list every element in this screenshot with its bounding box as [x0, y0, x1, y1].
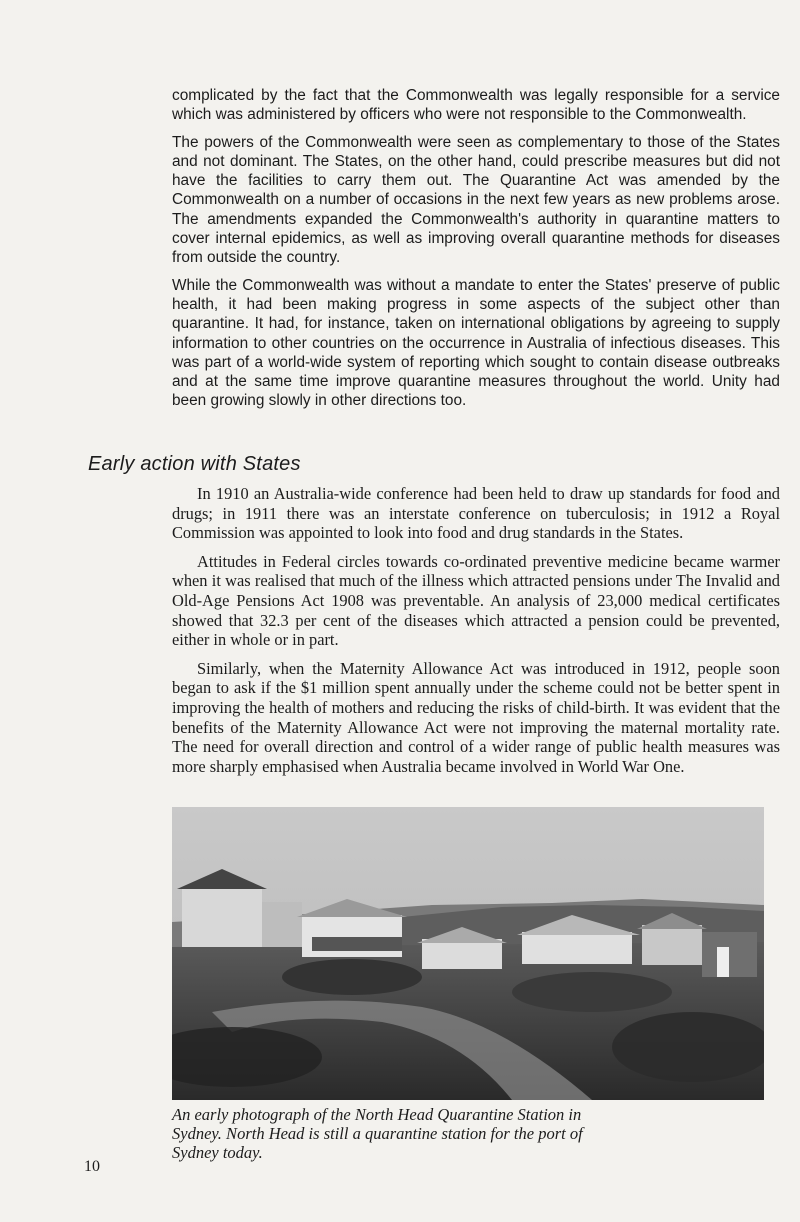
- quarantine-station-photo: [172, 807, 764, 1100]
- section-heading: Early action with States: [88, 453, 301, 475]
- paragraph: The powers of the Commonwealth were seen as complementary to those of the States and not dominant. The States, on the other hand, could prescribe measures but did not have the facilities to carry them out. The Quarantine Act was amended by the Commonwealth on a number of occasions in the next few years as new problems arose. The amendments expanded the Commonwealth's authority in quarantine matters to cover internal epidemics, as well as improving overall quarantine methods for diseases from outside the country.: [172, 133, 780, 267]
- paragraph: While the Commonwealth was without a mandate to enter the States' preserve of public health, it had been making progress in some aspects of the subject other than quarantine. It had, for instance, taken on international obligations by agreeing to supply information to other countries on the occurrence in Australia of infectious diseases. This was part of a world-wide system of reporting which sought to contain disease outbreaks and at the same time improve quarantine measures throughout the world. Unity had been growing slowly in other directions too.: [172, 276, 780, 410]
- photo-caption: An early photograph of the North Head Quarantine Station in Sydney. North Head is still a quarantine station for the port of Sydney today.: [172, 1105, 583, 1162]
- page-number: 10: [84, 1158, 100, 1175]
- paragraph: In 1910 an Australia-wide conference had been held to draw up standards for food and drugs; in 1911 there was an interstate conference on tuberculosis; in 1912 a Royal Commission was appointed to look into food and drug standards in the States.: [172, 484, 780, 543]
- paragraph: Attitudes in Federal circles towards co-ordinated preventive medicine became warmer when it was realised that much of the illness which attracted pensions under The Invalid and Old-Age Pensions Act 1908 was preventable. An analysis of 23,000 medical certificates showed that 32.3 per cent of the diseases which attracted a pension could be prevented, either in whole or in part.: [172, 551, 780, 650]
- paragraph: Similarly, when the Maternity Allowance Act was introduced in 1912, people soon began to ask if the $1 million spent annually under the scheme could not be better spent in improving the health of mothers and reducing the risks of child-birth. It was evident that the benefits of the Maternity Allowance Act were not improving the maternal mortality rate. The need for overall direction and control of a wider range of public health measures was more sharply emphasised when Australia became involved in World War One.: [172, 658, 780, 776]
- body-text-section: [172, 484, 780, 785]
- paragraph: complicated by the fact that the Commonwealth was legally responsible for a service which was administered by officers who were not responsible to the Commonwealth.: [172, 87, 780, 124]
- body-text-top: [172, 86, 780, 419]
